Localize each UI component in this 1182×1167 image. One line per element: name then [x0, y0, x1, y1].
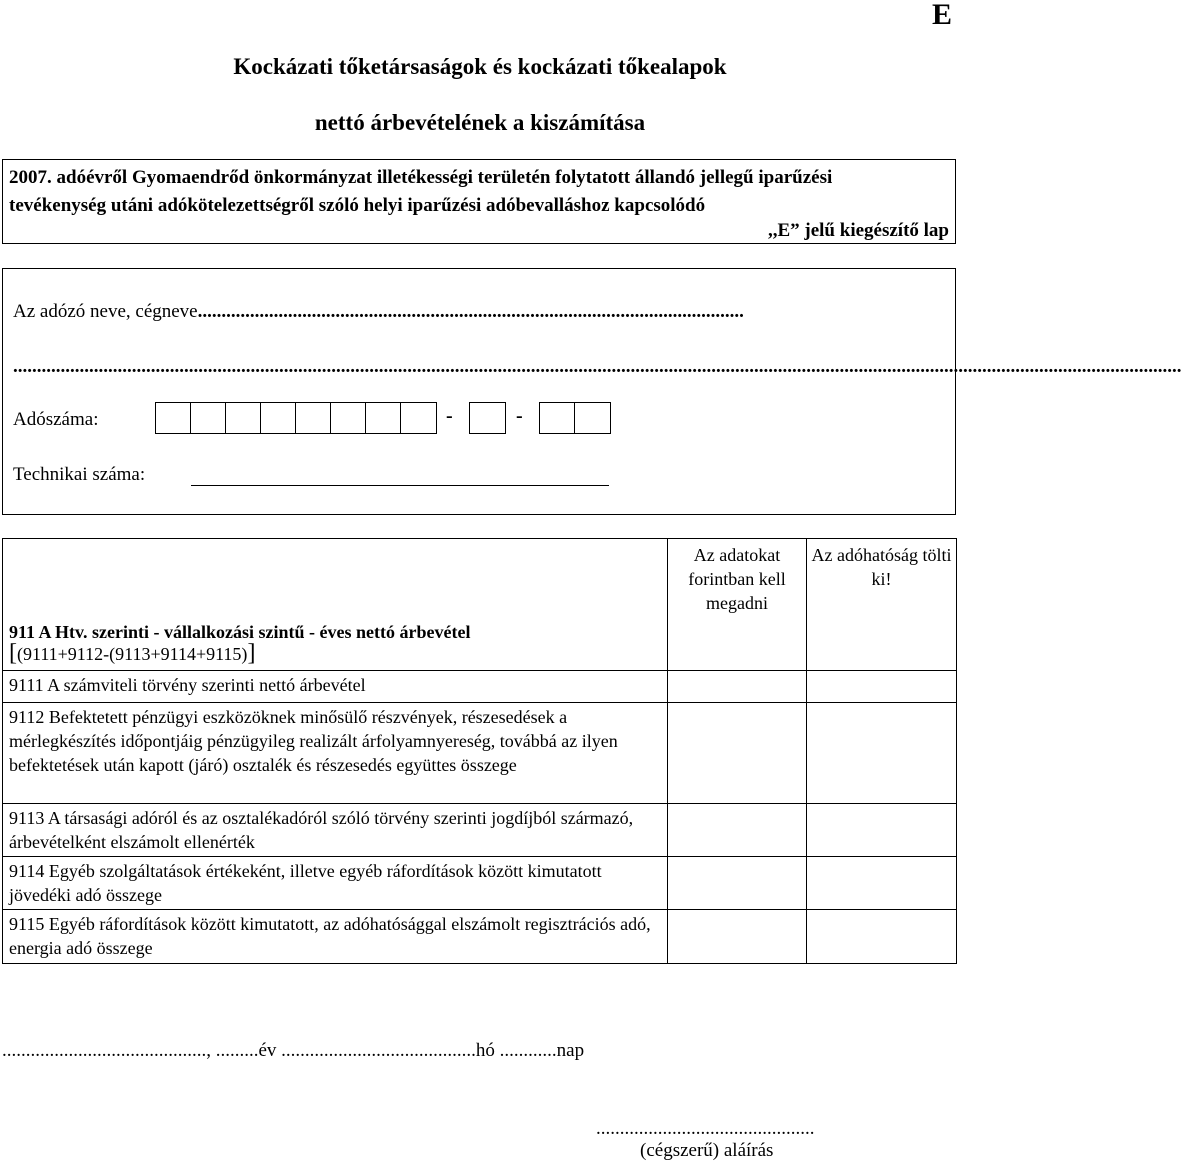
row-9115-amount-cell[interactable] [668, 910, 807, 964]
signature-label: (cégszerű) aláírás [640, 1140, 774, 1161]
date-line[interactable]: ..........................................., .........év .........................................hó ............nap [2, 1040, 585, 1061]
col-amount-header: Az adatokat forintban kell megadni [668, 539, 807, 671]
tax-digit-cell[interactable] [575, 403, 610, 433]
row-9113-description: 9113 A társasági adóról és az osztalékadóról szóló törvény szerinti jogdíjból származó, árbevételként elszámolt ellenérték [3, 804, 668, 857]
table-row [3, 671, 957, 703]
tax-digit-cell[interactable] [470, 403, 505, 433]
tax-number-dash: - [516, 405, 523, 427]
header-line2: tevékenység utáni adókötelezettségről szóló helyi iparűzési adóbevalláshoz kapcsolódó [9, 195, 706, 216]
row-9115-description: 9115 Egyéb ráfordítások között kimutatott, az adóhatósággal elszámolt regisztrációs adó, energia adó összege [3, 910, 668, 964]
row-9114-authority-cell [807, 857, 957, 910]
row-9113-amount-cell[interactable] [668, 804, 807, 857]
row-9112-description: 9112 Befektetett pénzügyi eszközöknek minősülő részvények, részesedések a mérlegkészítés időpontjáig pénzügyileg realizált árfolyamnyereség, továbbá az ilyen befektetések után kapott (járó) osztalék és részesedés együttes összege [3, 703, 668, 804]
row-911-formula: [(9111+9112-(9113+9114+9115)] [9, 640, 256, 666]
taxpayer-name-dots: ................................................................................................................... [197, 301, 744, 322]
row-9114-amount-cell[interactable] [668, 857, 807, 910]
header-row-description [3, 539, 668, 671]
tax-number-group1[interactable] [155, 402, 437, 434]
page-title-line2: nettó árbevételének a kiszámítása [314, 110, 646, 135]
taxpayer-name-row[interactable] [13, 301, 744, 323]
taxpayer-info-box [2, 268, 1182, 515]
table-row [3, 703, 957, 804]
tax-digit-cell[interactable] [261, 403, 296, 433]
tax-digit-cell[interactable] [366, 403, 401, 433]
tax-digit-cell[interactable] [540, 403, 575, 433]
table-header-row [3, 539, 957, 671]
row-9115-authority-cell [807, 910, 957, 964]
row-9111-description: 9111 A számviteli törvény szerinti nettó árbevétel [3, 671, 668, 703]
header-line1: 2007. adóévről Gyomaendrőd önkormányzat illetékességi területén folytatott állandó jellegű iparűzési [9, 167, 833, 188]
signature-dots[interactable]: .............................................. [596, 1118, 815, 1139]
page-title-line1: Kockázati tőketársaságok és kockázati tőkealapok [233, 54, 727, 79]
technical-number-label: Technikai száma: [13, 464, 146, 485]
revenue-table [2, 538, 957, 964]
row-9111-amount-cell[interactable] [668, 671, 807, 703]
header-line3: ,,E” jelű kiegészítő lap [767, 220, 949, 241]
tax-number-label: Adószáma: [13, 409, 99, 430]
tax-digit-cell[interactable] [401, 403, 436, 433]
technical-number-field[interactable] [191, 485, 609, 486]
row-9112-authority-cell [807, 703, 957, 804]
col-authority-header: Az adóhatóság tölti ki! [807, 539, 957, 671]
table-row [3, 804, 957, 857]
row-9112-amount-cell[interactable] [668, 703, 807, 804]
row-9111-authority-cell [807, 671, 957, 703]
corner-letter: E [931, 0, 952, 31]
row-911-title: 911 A Htv. szerinti - vállalkozási szintű - éves nettó árbevétel [9, 622, 471, 642]
taxpayer-name-label: Az adózó neve, cégneve [13, 301, 198, 322]
tax-digit-cell[interactable] [156, 403, 191, 433]
tax-number-group3[interactable] [539, 402, 611, 434]
tax-digit-cell[interactable] [226, 403, 261, 433]
tax-digit-cell[interactable] [191, 403, 226, 433]
tax-number-dash: - [446, 405, 453, 427]
table-row [3, 857, 957, 910]
header-box [2, 159, 956, 244]
tax-number-group2[interactable] [469, 402, 506, 434]
row-9113-authority-cell [807, 804, 957, 857]
table-row [3, 910, 957, 964]
tax-digit-cell[interactable] [296, 403, 331, 433]
taxpayer-name-dots-line2[interactable]: ...................................................................................................................................................................................................................................................... [13, 356, 1182, 377]
tax-digit-cell[interactable] [331, 403, 366, 433]
row-9114-description: 9114 Egyéb szolgáltatások értékeként, illetve egyéb ráfordítások között kimutatott jövedéki adó összege [3, 857, 668, 910]
